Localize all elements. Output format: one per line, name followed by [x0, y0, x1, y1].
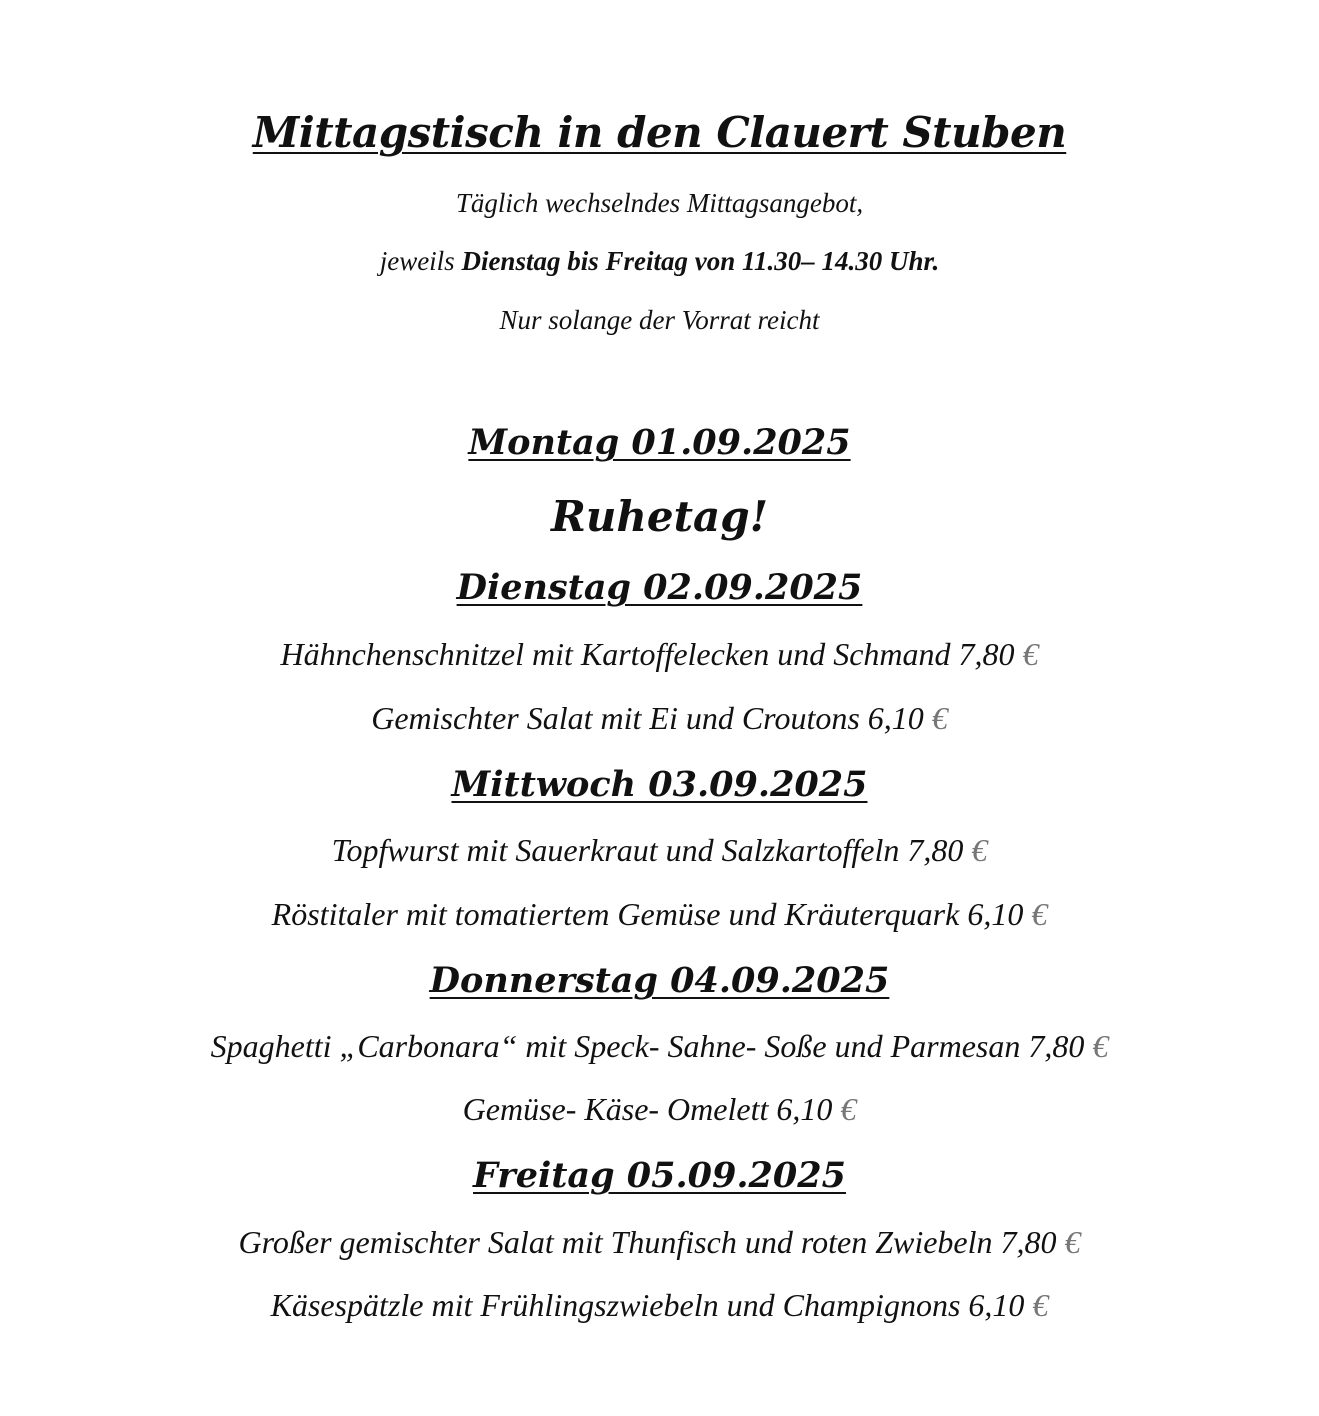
euro-icon: € [931, 700, 948, 736]
euro-icon: € [1031, 896, 1048, 932]
dish-item [0, 1028, 1319, 1065]
dish-item [0, 636, 1319, 673]
dish-item [0, 1091, 1319, 1128]
day-heading-wednesday: Mittwoch 03.09.2025 [451, 764, 868, 805]
closed-note: Ruhetag! [550, 492, 769, 541]
euro-icon: € [971, 832, 988, 868]
dish-item [0, 1224, 1319, 1261]
dish-text: Topfwurst mit Sauerkraut und Salzkartoffeln 7,80 [331, 832, 972, 868]
euro-icon: € [840, 1091, 857, 1127]
subtitle-prefix: jeweils [379, 246, 462, 276]
dish-item [0, 896, 1319, 933]
day-heading-tuesday: Dienstag 02.09.2025 [456, 567, 863, 608]
subtitle-line-3: Nur solange der Vorrat reicht [499, 305, 820, 335]
dish-text: Hähnchenschnitzel mit Kartoffelecken und Schmand 7,80 [280, 636, 1023, 672]
euro-icon: € [1032, 1287, 1049, 1323]
dish-text: Röstitaler mit tomatiertem Gemüse und Kräuterquark 6,10 [271, 896, 1032, 932]
day-heading-thursday: Donnerstag 04.09.2025 [429, 960, 890, 1001]
dish-text: Spaghetti „Carbonara“ mit Speck- Sahne- Soße und Parmesan 7,80 [210, 1028, 1093, 1064]
day-heading-monday: Montag 01.09.2025 [468, 422, 851, 463]
dish-item [0, 1287, 1319, 1324]
dish-text: Gemischter Salat mit Ei und Croutons 6,10 [371, 700, 932, 736]
dish-text: Gemüse- Käse- Omelett 6,10 [462, 1091, 841, 1127]
dish-item [0, 832, 1319, 869]
dish-text: Käsespätzle mit Frühlingszwiebeln und Champignons 6,10 [270, 1287, 1033, 1323]
dish-text: Großer gemischter Salat mit Thunfisch und roten Zwiebeln 7,80 [238, 1224, 1065, 1260]
euro-icon: € [1064, 1224, 1081, 1260]
opening-hours: Dienstag bis Freitag von 11.30– 14.30 Uhr. [461, 246, 940, 276]
euro-icon: € [1092, 1028, 1109, 1064]
dish-item [0, 700, 1319, 737]
euro-icon: € [1022, 636, 1039, 672]
subtitle-line-1: Täglich wechselndes Mittagsangebot, [455, 188, 864, 218]
subtitle-line-2 [0, 246, 1319, 277]
day-heading-friday: Freitag 05.09.2025 [473, 1155, 846, 1196]
page-title: Mittagstisch in den Clauert Stuben [252, 108, 1067, 157]
